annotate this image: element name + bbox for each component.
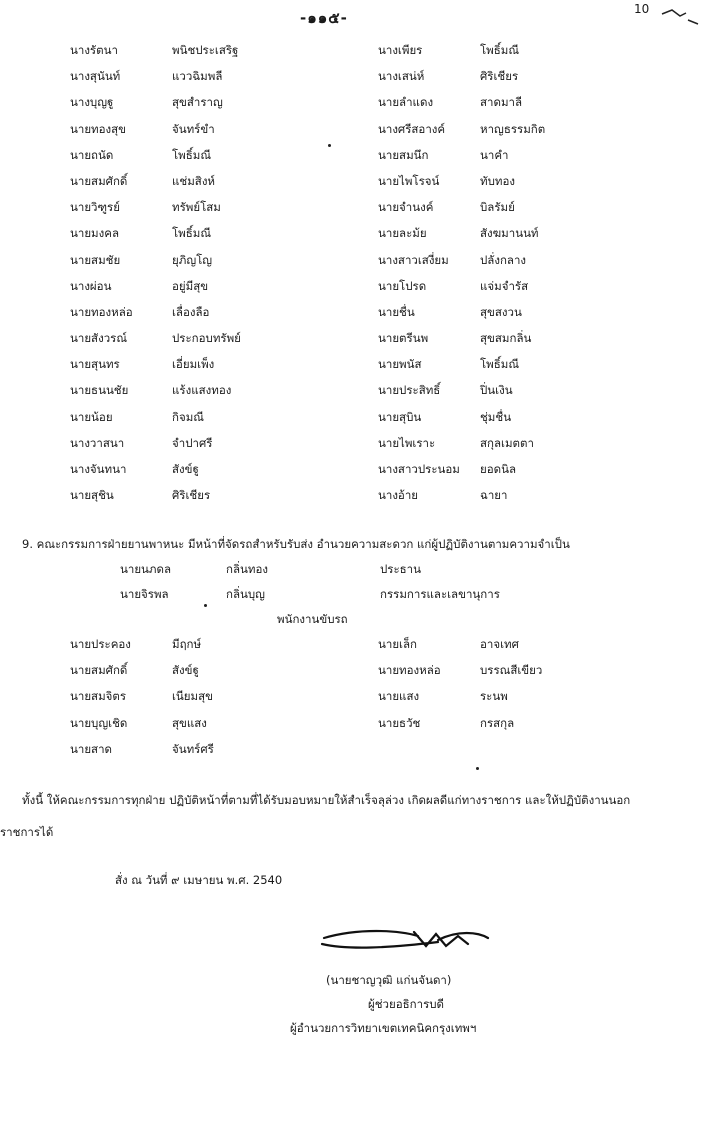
person-surname: ศิริเชียร	[480, 69, 519, 84]
staff-list-right	[378, 37, 618, 508]
closing-text-line1: ทั้งนี้ ให้คณะกรรมการทุกฝ่าย ปฏิบัติหน้าที่ตามที่ได้รับมอบหมายให้สำเร็จลุล่วง เกิดผลดีแก่ทางราชการ และให้ปฏิบัติงานนอก	[22, 793, 631, 807]
list-item	[378, 404, 618, 430]
person-surname: เอี่ยมเพ็ง	[172, 357, 215, 372]
person-surname: จันทร์ขำ	[172, 121, 215, 136]
person-title-name: นายแสง	[378, 689, 420, 704]
speck	[204, 604, 207, 607]
list-item	[378, 116, 618, 142]
person-title-name: นายเล็ก	[378, 637, 417, 651]
person-surname: ศิริเชียร	[172, 488, 211, 503]
list-item	[378, 657, 618, 683]
list-item	[70, 430, 300, 456]
person-surname: ชุ่มชื่น	[480, 409, 512, 424]
signed-date: สั่ง ณ วันที่ ๙ เมษายน พ.ศ. 2540	[115, 873, 283, 887]
list-item	[378, 377, 618, 403]
person-surname: แร้งแสงทอง	[172, 383, 232, 398]
person-surname: นาคำ	[480, 147, 509, 162]
person-title-name: นางศรีสอางค์	[378, 121, 446, 136]
committee-row-chair	[120, 561, 171, 579]
person-title-name: นางสาวเสงี่ยม	[378, 252, 449, 267]
list-item	[70, 142, 300, 168]
page-number: -๑๑๕-	[300, 9, 348, 27]
person-surname: ฉายา	[480, 488, 508, 503]
list-item	[378, 220, 618, 246]
person-title-name: นางอ้าย	[378, 488, 419, 503]
person-surname: สุขสำราญ	[172, 95, 223, 110]
person-surname: แช่มสิงห์	[172, 173, 216, 188]
person-title-name: นางผ่อน	[70, 278, 112, 293]
list-item	[378, 247, 618, 273]
person-surname: พนิชประเสริฐ	[172, 43, 239, 57]
person-surname: สังฆมานนท์	[480, 226, 539, 241]
list-item	[378, 710, 618, 736]
person-title-name: นายถนัด	[70, 147, 114, 162]
drivers-list-left	[70, 631, 300, 762]
list-item	[378, 351, 618, 377]
committee-title: นายนภดล	[120, 562, 172, 576]
person-title-name: นายสมนึก	[378, 147, 429, 162]
person-title-name: นายสาด	[70, 741, 113, 756]
person-surname: โพธิ์มณี	[480, 357, 520, 372]
person-title-name: นางเสน่ห์	[378, 69, 425, 84]
committee-role-chair: ประธาน	[380, 562, 421, 576]
person-title-name: นายจำนงค์	[378, 200, 434, 215]
person-surname: ทับทอง	[480, 173, 515, 188]
person-title-name: นายพนัส	[378, 357, 422, 372]
person-surname: เลื่องลือ	[172, 304, 210, 319]
list-item	[70, 736, 300, 762]
handwritten-signature	[318, 920, 493, 960]
person-title-name: นายมงคล	[70, 226, 119, 241]
committee-surname-secretary: กลิ่นบุญ	[226, 587, 265, 601]
list-item	[70, 247, 300, 273]
person-surname: สังข์ฐู	[172, 663, 199, 678]
list-item	[70, 37, 300, 63]
list-item	[378, 168, 618, 194]
section-9-heading: 9. คณะกรรมการฝ่ายยานพาหนะ มีหน้าที่จัดรถสำหรับรับส่ง อำนวยความสะดวก แก่ผู้ปฏิบัติงานตามความจำเป็น	[22, 537, 570, 551]
person-surname: สุขสงวน	[480, 304, 522, 319]
signatory-position-2: ผู้อำนวยการวิทยาเขตเทคนิคกรุงเทพฯ	[290, 1021, 477, 1035]
person-title-name: นางวาสนา	[70, 435, 125, 450]
person-surname: มีฤกษ์	[172, 637, 202, 651]
person-title-name: นายทองหล่อ	[70, 304, 133, 319]
person-surname: บรรณสีเขียว	[480, 663, 543, 678]
person-title-name: นายไพเราะ	[378, 435, 436, 450]
list-item	[378, 456, 618, 482]
person-title-name: นายสุบิน	[378, 409, 422, 424]
list-item	[70, 710, 300, 736]
closing-text-line2: ราชการได้	[0, 825, 54, 839]
list-item	[70, 194, 300, 220]
person-surname: กิจมณี	[172, 409, 204, 424]
person-title-name: นายธวัช	[378, 715, 421, 730]
person-title-name: นางสาวประนอม	[378, 462, 460, 476]
person-surname: ยุภิญโญ	[172, 252, 213, 267]
committee-surname-chair: กลิ่นทอง	[226, 562, 268, 576]
person-title-name: นายสุนทร	[70, 357, 120, 372]
person-title-name: นายตรีนพ	[378, 331, 429, 346]
person-title-name: นายสมชัย	[70, 252, 121, 267]
committee-role-secretary: กรรมการและเลขานุการ	[380, 587, 500, 601]
person-title-name: นายประคอง	[70, 637, 131, 651]
scribble-mark	[660, 8, 700, 28]
list-item	[378, 430, 618, 456]
person-title-name: นายสมศักดิ์	[70, 173, 128, 188]
person-surname: โพธิ์มณี	[172, 226, 212, 241]
drivers-list-right	[378, 631, 618, 736]
person-surname: จำปาศรี	[172, 435, 213, 450]
signatory-name: (นายชาญวุฒิ แก่นจันดา)	[326, 973, 452, 987]
person-title-name: นายวิฑูรย์	[70, 200, 120, 215]
person-surname: สังข์ฐู	[172, 462, 199, 476]
person-surname: จันทร์ศรี	[172, 741, 214, 756]
person-surname: ปลั่งกลาง	[480, 252, 527, 267]
list-item	[378, 683, 618, 709]
person-title-name: นายธนนชัย	[70, 383, 129, 398]
list-item	[70, 456, 300, 482]
list-item	[378, 194, 618, 220]
person-title-name: นายประสิทธิ์	[378, 383, 441, 398]
person-title-name: นายไพโรจน์	[378, 173, 440, 188]
list-item	[70, 325, 300, 351]
list-item	[70, 273, 300, 299]
person-surname: สุขสมกลิ่น	[480, 331, 532, 346]
list-item	[70, 116, 300, 142]
person-title-name: นายบุญเชิด	[70, 715, 128, 730]
person-surname: สกุลเมตตา	[480, 435, 534, 450]
person-surname: สาดมาลี	[480, 95, 523, 110]
person-surname: เนียมสุข	[172, 689, 213, 704]
staff-list-left	[70, 37, 300, 508]
person-surname: สุขแสง	[172, 715, 207, 730]
speck	[328, 144, 331, 147]
list-item	[378, 37, 618, 63]
person-title-name: นางเพียร	[378, 43, 423, 57]
list-item	[70, 683, 300, 709]
list-item	[70, 168, 300, 194]
list-item	[378, 142, 618, 168]
list-item	[70, 631, 300, 657]
person-title-name: นายลำแดง	[378, 95, 434, 110]
person-title-name: นางสุนันท์	[70, 69, 121, 84]
signatory-position-1: ผู้ช่วยอธิการบดี	[368, 997, 445, 1011]
person-surname: หาญธรรมกิต	[480, 121, 546, 136]
person-surname: แจ่มจำรัส	[480, 278, 529, 293]
list-item	[70, 482, 300, 508]
committee-title: นายจิรพล	[120, 587, 169, 601]
person-title-name: นางรัตนา	[70, 43, 118, 57]
list-item	[378, 299, 618, 325]
drivers-label: พนักงานขับรถ	[277, 612, 348, 626]
list-item	[70, 377, 300, 403]
person-title-name: นายสมจิตร	[70, 689, 127, 704]
person-surname: ระนพ	[480, 689, 508, 704]
list-item	[70, 220, 300, 246]
person-title-name: นายน้อย	[70, 409, 113, 424]
speck	[476, 767, 479, 770]
list-item	[378, 63, 618, 89]
person-surname: โพธิ์มณี	[172, 147, 212, 162]
person-title-name: นายสมศักดิ์	[70, 663, 128, 678]
person-surname: กรสกุล	[480, 715, 515, 730]
person-title-name: นายสุชิน	[70, 488, 114, 503]
person-title-name: นายละม้ย	[378, 226, 427, 241]
list-item	[70, 657, 300, 683]
person-title-name: นายชื่น	[378, 304, 415, 319]
list-item	[70, 404, 300, 430]
committee-row-secretary	[120, 586, 169, 604]
list-item	[70, 351, 300, 377]
person-surname: แววฉิมพลี	[172, 69, 223, 84]
person-surname: บิลรัมย์	[480, 200, 515, 215]
corner-page-number: 10	[634, 2, 650, 16]
person-surname: ทรัพย์โสม	[172, 200, 221, 215]
person-surname: ปิ่นเงิน	[480, 383, 513, 398]
person-surname: โพธิ์มณี	[480, 43, 520, 57]
person-surname: ประกอบทรัพย์	[172, 331, 241, 346]
person-surname: อยู่มีสุข	[172, 278, 209, 293]
list-item	[70, 299, 300, 325]
person-title-name: นายโปรด	[378, 278, 427, 293]
list-item	[378, 273, 618, 299]
list-item	[378, 325, 618, 351]
list-item	[70, 89, 300, 115]
list-item	[378, 89, 618, 115]
person-surname: อาจเทศ	[480, 637, 519, 651]
list-item	[378, 482, 618, 508]
person-title-name: นายทองสุข	[70, 121, 127, 136]
list-item	[378, 631, 618, 657]
list-item	[70, 63, 300, 89]
person-title-name: นายทองหล่อ	[378, 663, 441, 678]
person-surname: ยอดนิล	[480, 462, 517, 476]
person-title-name: นางบุญฐู	[70, 95, 114, 110]
person-title-name: นายสังวรณ์	[70, 331, 127, 346]
person-title-name: นางจันทนา	[70, 462, 127, 476]
